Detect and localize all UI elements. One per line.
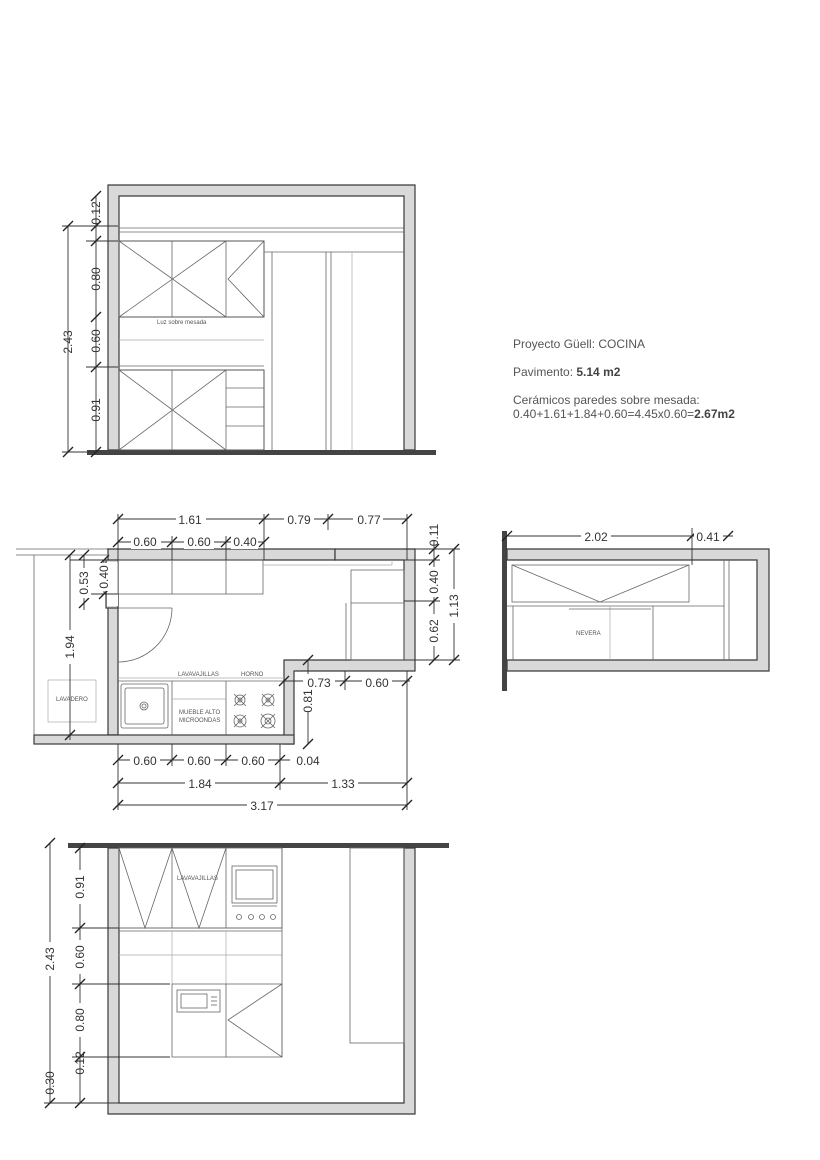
project-title: Proyecto Güell: COCINA	[513, 337, 646, 351]
dim-0-60-bottom: 0.60	[73, 945, 87, 969]
dim-0-41: 0.41	[696, 530, 720, 544]
dim-0-40-right: 0.40	[427, 570, 441, 594]
dim-0-60: 0.60	[89, 329, 103, 353]
dim-0-79: 0.79	[287, 513, 311, 527]
mueble-label: MUEBLE ALTO	[179, 710, 221, 716]
dim-0-80: 0.80	[89, 267, 103, 291]
ceramicos-formula: 0.40+1.61+1.84+0.60=4.45x0.60=	[513, 407, 695, 421]
dim-0-73: 0.73	[307, 676, 331, 690]
ceramicos-line	[513, 393, 735, 421]
project-info	[513, 337, 735, 435]
dim-2-43: 2.43	[61, 330, 75, 354]
light-label: Luz sobre mesada	[157, 320, 207, 326]
lavadero-label: LAVADERO	[56, 697, 88, 703]
elevation-top-floor	[87, 450, 436, 455]
dim-0-11: 0.11	[427, 523, 441, 547]
lower-cabinet	[119, 370, 264, 450]
dim-2-43-bottom: 2.43	[43, 947, 57, 971]
dim-0-77: 0.77	[357, 513, 381, 527]
dim-0-60-bottom-c: 0.60	[241, 754, 265, 768]
dim-0-62: 0.62	[427, 619, 441, 643]
dim-0-60-inner: 0.60	[365, 676, 389, 690]
horno-label: HORNO	[241, 672, 264, 678]
elevation-bottom	[43, 838, 449, 1114]
dim-0-91: 0.91	[89, 398, 103, 422]
dim-0-60-bottom-b: 0.60	[187, 754, 211, 768]
dim-0-40-left: 0.40	[97, 565, 111, 589]
dim-0-53: 0.53	[77, 571, 91, 595]
dim-0-30: 0.30	[43, 1071, 57, 1095]
elevation-bottom-floor	[68, 843, 449, 848]
lavavajillas-label-bottom: LAVAVAJILLAS	[177, 876, 218, 882]
dim-0-60-a: 0.60	[133, 535, 157, 549]
dim-3-17: 3.17	[250, 799, 274, 813]
dim-0-12: 0.12	[89, 201, 103, 225]
dim-0-60-b: 0.60	[187, 535, 211, 549]
ceramicos-label: Cerámicos paredes sobre mesada:	[513, 393, 700, 407]
elevation-top	[61, 185, 436, 457]
elevation-right	[502, 528, 769, 691]
nevera-label: NEVERA	[576, 631, 601, 637]
dim-0-12-bottom: 0.12	[73, 1051, 87, 1075]
dim-0-91-bottom: 0.91	[73, 875, 87, 899]
dim-1-13: 1.13	[447, 594, 461, 618]
elevation-right-floor	[502, 531, 507, 691]
upper-cabinet	[119, 241, 264, 317]
dim-1-33: 1.33	[331, 777, 355, 791]
lavavajillas-label: LAVAVAJILLAS	[178, 672, 219, 678]
dim-0-80-bottom: 0.80	[73, 1008, 87, 1032]
dim-0-81: 0.81	[301, 689, 315, 713]
dim-0-40: 0.40	[233, 535, 257, 549]
pavimento-value: 5.14 m2	[576, 365, 621, 379]
ceramicos-value: 2.67m2	[694, 407, 735, 421]
microondas-label: MICROONDAS	[179, 718, 221, 724]
upper-cabinet-right	[512, 565, 689, 602]
dim-0-60-bottom-a: 0.60	[133, 754, 157, 768]
dim-1-61: 1.61	[178, 513, 202, 527]
dim-2-02: 2.02	[584, 530, 608, 544]
dim-1-94: 1.94	[63, 635, 77, 659]
pavimento-line	[513, 365, 735, 379]
dim-1-84: 1.84	[188, 777, 212, 791]
pavimento-label: Pavimento:	[513, 365, 574, 379]
dim-0-04: 0.04	[296, 754, 320, 768]
floor-plan	[16, 511, 461, 813]
